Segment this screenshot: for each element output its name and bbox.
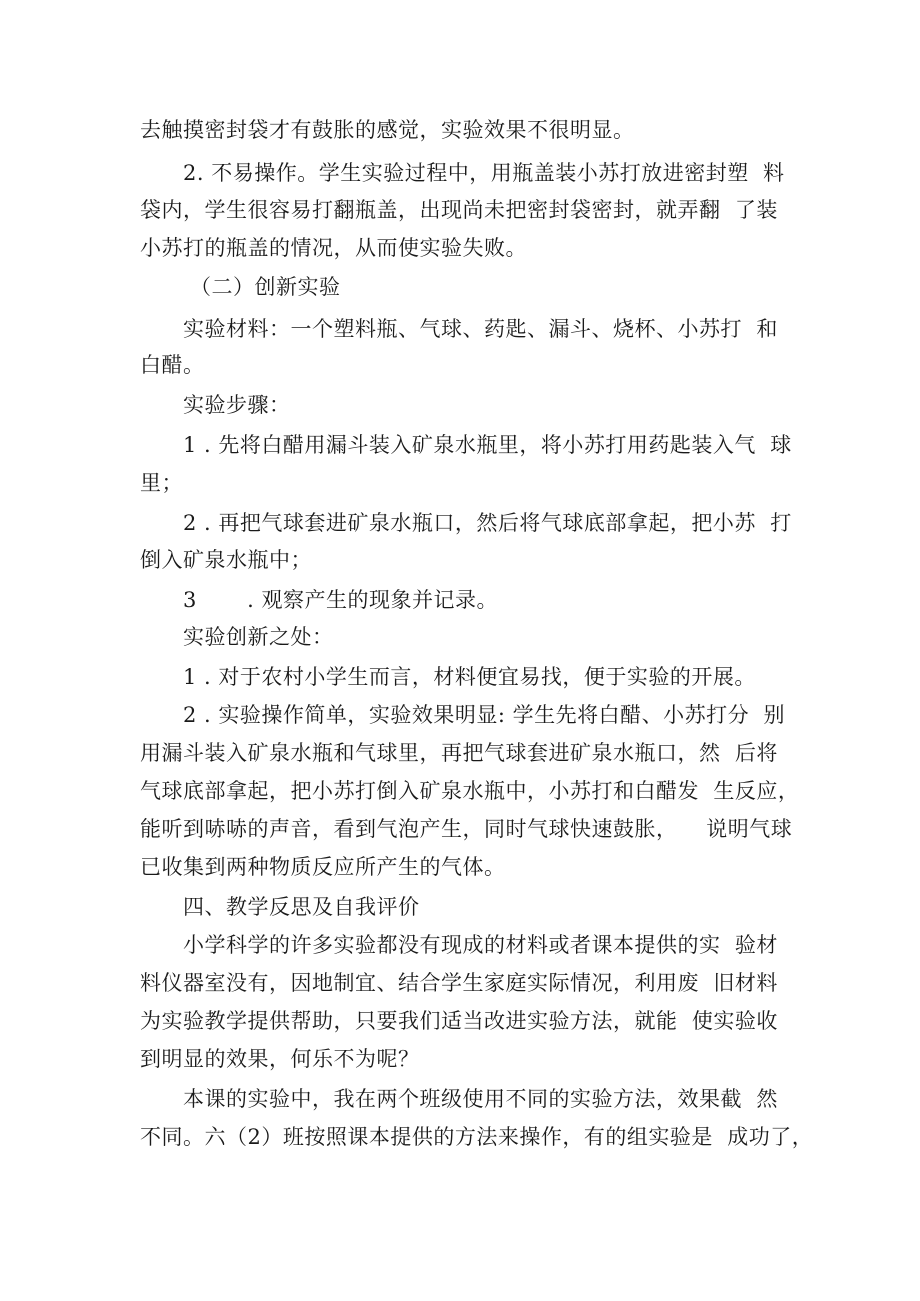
text-line: 实验材料：一个塑料瓶、气球、药匙、漏斗、烧杯、小苏打 和 (183, 317, 778, 341)
list-item: 2 . 实验操作简单，实验效果明显: 学生先将白醋、小苏打分 别 (183, 703, 785, 727)
text-line: 实验步骤： (183, 393, 291, 417)
list-item: 1 . 先将白醋用漏斗装入矿泉水瓶里，将小苏打用药匙装入气 球 (183, 433, 792, 457)
text-line: 里； (140, 471, 183, 495)
text-line: 袋内，学生很容易打翻瓶盖，出现尚未把密封袋密封，就弄翻 了装 (140, 198, 778, 222)
text-line: 能听到哧哧的声音，看到气泡产生，同时气球快速鼓胀， 说明气球 (140, 817, 793, 841)
text-line: 2. 不易操作。学生实验过程中，用瓶盖装小苏打放进密封塑 料 (183, 161, 785, 185)
text-line: 白醋。 (140, 353, 205, 377)
text-line: 去触摸密封袋才有鼓胀的感觉，实验效果不很明显。 (140, 118, 635, 142)
text-line: 小学科学的许多实验都没有现成的材料或者课本提供的实 验材 (183, 933, 778, 957)
text-line: 实验创新之处： (183, 625, 334, 649)
text-line: 本课的实验中，我在两个班级使用不同的实验方法，效果截 然 (183, 1087, 778, 1111)
section-heading: 四、教学反思及自我评价 (183, 895, 420, 919)
text-line: 已收集到两种物质反应所产生的气体。 (140, 855, 506, 879)
text-line: 料仪器室没有，因地制宜、结合学生家庭实际情况，利用废 旧材料 (140, 971, 778, 995)
list-item: 1 . 对于农村小学生而言，材料便宜易找，便于实验的开展。 (183, 665, 756, 689)
text-line: 用漏斗装入矿泉水瓶和气球里，再把气球套进矿泉水瓶口，然 后将 (140, 741, 778, 765)
text-line: 气球底部拿起，把小苏打倒入矿泉水瓶中，小苏打和白醋发 生反应， (140, 779, 800, 803)
text-line: 为实验教学提供帮助，只要我们适当改进实验方法，就能 使实验收 (140, 1009, 778, 1033)
text-line: 小苏打的瓶盖的情况，从而使实验失败。 (140, 236, 527, 260)
list-item: 2 . 再把气球套进矿泉水瓶口，然后将气球底部拿起，把小苏 打 (183, 511, 792, 535)
text-line: 到明显的效果，何乐不为呢？ (140, 1047, 420, 1071)
list-item: 3 . 观察产生的现象并记录。 (183, 588, 498, 612)
section-heading: （二）创新实验 (190, 275, 341, 299)
text-line: 倒入矿泉水瓶中； (140, 548, 312, 572)
text-line: 不同。六（2）班按照课本提供的方法来操作，有的组实验是 成功了， (140, 1125, 814, 1149)
